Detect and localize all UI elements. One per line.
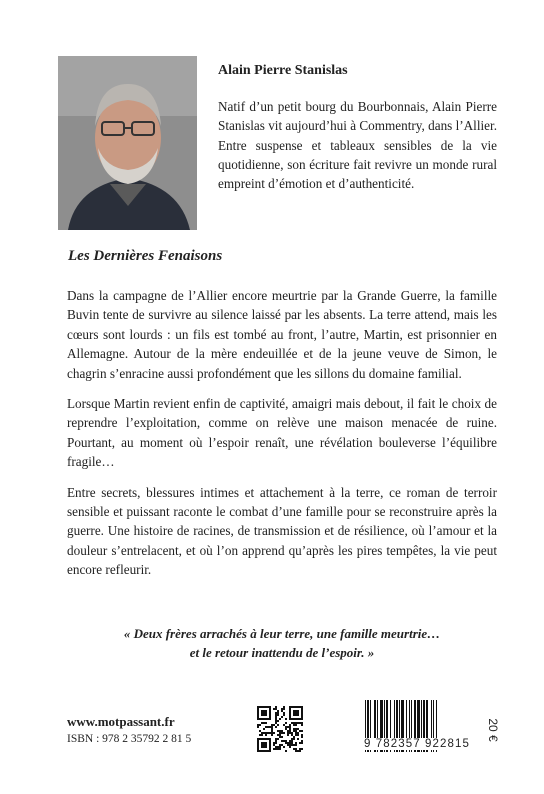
barcode-digits: 9 782357 922815 (352, 738, 488, 750)
qr-code-icon (257, 706, 303, 752)
synopsis-paragraph: Lorsque Martin revient enfin de captivité, amaigri mais debout, il fait le choix de reprendre l’exploitation, comme on relève une maison menacée de ruine. Pourtant, au moment où l’espoir renaît, une révélation bouleverse l’équilibre fragile… (67, 396, 497, 470)
author-portrait-image (58, 56, 197, 230)
price-label: 20 € (486, 718, 500, 742)
author-photo (58, 56, 197, 230)
qr-code-graphic (257, 706, 303, 752)
tagline-quote (60, 624, 504, 662)
author-name: Alain Pierre Stanislas (218, 63, 348, 78)
isbn-label: ISBN : 978 2 35792 2 81 5 (67, 733, 192, 745)
book-title: Les Dernières Fenaisons (68, 248, 223, 264)
publisher-website: www.motpassant.fr (67, 714, 175, 729)
quote-line: et le retour inattendu de l’espoir. » (189, 645, 375, 660)
synopsis (67, 286, 497, 591)
synopsis-paragraph: Dans la campagne de l’Allier encore meurtrie par la Grande Guerre, la famille Buvin tente de survivre au silence laissé par les absents. La terre attend, mais les cœurs sont lourds : un fils est tombé au front, l’autre, Martin, est prisonnier en Allemagne. Autour de la mère endeuillée et de la jeune veuve de Simon, le chagrin s’enracine aussi profondément que les sillons du domaine familial. (67, 288, 497, 381)
synopsis-paragraph: Entre secrets, blessures intimes et attachement à la terre, ce roman de terroir sensible et puissant raconte le combat d’une famille pour se reconstruire après la guerre. Une histoire de racines, de transmission et de résilience, où l’amour et la douleur s’entrelacent, et où l’on apprend qu’après les pires tempêtes, la vie peut encore refleurir. (67, 484, 497, 578)
author-bio: Natif d’un petit bourg du Bourbonnais, Alain Pierre Stanislas vit aujourd’hui à Commentry, dans l’Allier. Entre suspense et tableaux sensibles de la vie quotidienne, son écriture fait revivre un monde rural empreint d’émotion et d’authenticité. (218, 99, 497, 192)
quote-line: « Deux frères arrachés à leur terre, une famille meurtrie… (123, 626, 441, 641)
